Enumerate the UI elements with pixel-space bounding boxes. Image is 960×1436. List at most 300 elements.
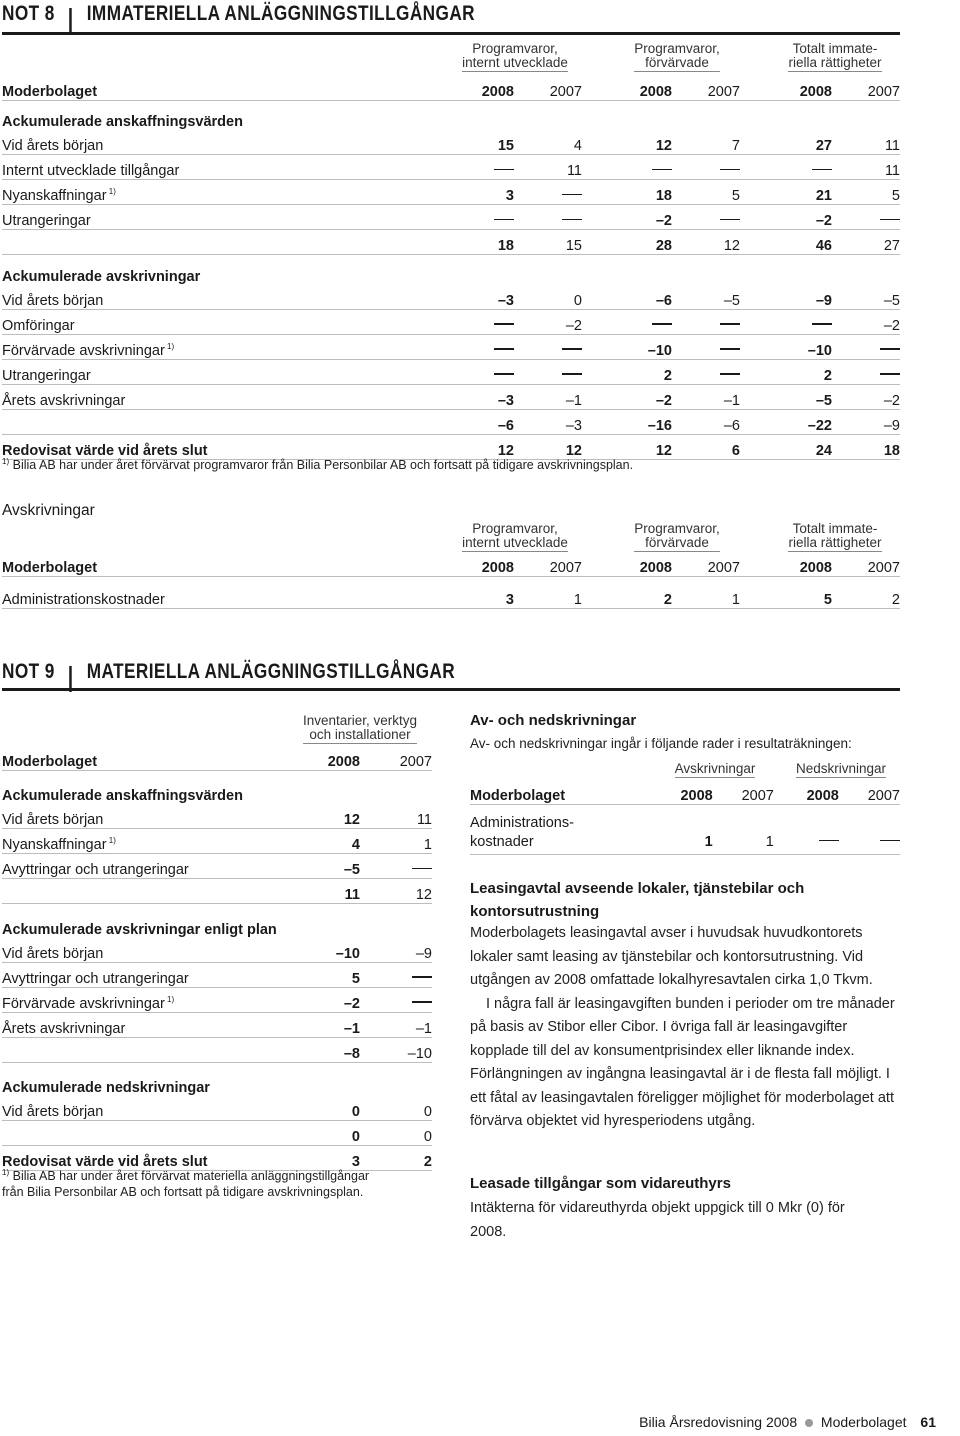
table-cell (740, 155, 832, 180)
row-label (2, 1062, 290, 1096)
empty-cell (832, 100, 900, 130)
table-cell: –2 (582, 384, 672, 409)
leasing-paragraph-2: I några fall är leasingavgiften bunden i perioder om tre månader på basis av Stibor eller Cibor. I övriga fall är leasingavgifter kopplade till del av konsumentprisindex eller liknande index. Förlängningen av ingångna leasingavtal är i de flesta fall möjligt. I ett fåtal av leasingavtalen föreligger möjlighet för moderbolaget att förvärva objektet vid hyresperiodens utgång. (470, 995, 895, 1129)
footnote-line: Bilia AB har under året förvärvat materiella anläggningstillgångar (12, 1169, 370, 1183)
table-cell: 1 (713, 805, 774, 855)
table-cell: 11 (514, 155, 582, 180)
year-header: 2008 (438, 552, 514, 577)
row-label-text: Nyanskaffningar (2, 188, 107, 204)
year-header: 2008 (648, 780, 713, 805)
entity-label: Moderbolaget (470, 780, 648, 805)
table-cell: 11 (360, 804, 432, 829)
row-label-text: Administrations- (470, 815, 574, 831)
row-label (2, 230, 438, 255)
dash-icon (819, 840, 839, 842)
row-label (2, 205, 438, 230)
table-cell (514, 180, 582, 205)
table-cell: –1 (672, 384, 740, 409)
dash-icon (412, 868, 432, 870)
leasing-body (470, 922, 900, 1134)
empty-cell (360, 1062, 432, 1096)
table-cell: –9 (832, 409, 900, 434)
table-cell (514, 359, 582, 384)
year-header: 2008 (582, 74, 672, 100)
table-cell: 6 (672, 434, 740, 459)
dash-icon (720, 348, 740, 350)
note-9-table (2, 744, 432, 1171)
row-label-text: Redovisat värde vid årets slut (2, 1154, 208, 1170)
nedskr-colgroup-2 (766, 762, 916, 778)
empty-cell (290, 904, 360, 938)
table-cell: 3 (438, 180, 514, 205)
table-row (2, 577, 900, 609)
table-cell: 18 (582, 180, 672, 205)
year-header: 2007 (514, 552, 582, 577)
row-label (2, 854, 290, 879)
table-cell (438, 309, 514, 334)
table-cell (832, 334, 900, 359)
table-row (2, 1012, 432, 1037)
footnote-ref: 1) (164, 994, 175, 1004)
row-label-text: Vid årets början (2, 1104, 104, 1120)
table-cell: 1 (648, 805, 713, 855)
table-row (2, 409, 900, 434)
table-cell: –6 (582, 285, 672, 310)
column-group-label: Totalt immate- (792, 41, 878, 56)
column-group-label: riella rättigheter (788, 535, 882, 550)
table-cell: 5 (740, 577, 832, 609)
table-cell: 4 (290, 829, 360, 854)
table-cell: –2 (832, 384, 900, 409)
table-cell: 12 (290, 804, 360, 829)
note8-colgroup-3 (760, 42, 910, 72)
table-cell: 7 (672, 130, 740, 155)
header-row (470, 780, 900, 805)
dash-icon (812, 323, 832, 325)
table-row (2, 285, 900, 310)
entity-label: Moderbolaget (2, 552, 438, 577)
row-label-text: Ackumulerade anskaffningsvärden (2, 114, 243, 130)
table-cell (672, 359, 740, 384)
dash-icon (880, 373, 900, 375)
table-cell: –3 (438, 384, 514, 409)
table-cell: 15 (514, 230, 582, 255)
table-cell: 11 (832, 130, 900, 155)
nedskr-title: Av- och nedskrivningar (470, 712, 637, 729)
column-group-label: Nedskrivningar (795, 761, 887, 776)
dash-icon (562, 373, 582, 375)
row-label-text: Administrationskostnader (2, 592, 165, 608)
year-header: 2008 (774, 780, 839, 805)
table-cell: –6 (438, 409, 514, 434)
table-cell: 1 (672, 577, 740, 609)
table-cell: 0 (290, 1096, 360, 1121)
dash-icon (494, 169, 514, 171)
dash-icon (494, 348, 514, 350)
table-cell: 3 (438, 577, 514, 609)
table-cell: –3 (438, 285, 514, 310)
table-cell (438, 334, 514, 359)
dash-icon (720, 169, 740, 171)
table-row (2, 359, 900, 384)
table-cell: 2 (582, 359, 672, 384)
table-cell (582, 155, 672, 180)
table-cell (438, 155, 514, 180)
year-header: 2007 (360, 744, 432, 770)
footer-bullet-icon (805, 1419, 813, 1427)
empty-cell (582, 100, 672, 130)
row-label (2, 409, 438, 434)
row-label (2, 1146, 290, 1171)
dash-icon (562, 219, 582, 221)
heading-divider (70, 8, 72, 34)
table-cell: 0 (360, 1121, 432, 1146)
row-label-text: Nyanskaffningar (2, 837, 107, 853)
nedskr-intro: Av- och nedskrivningar ingår i följande rader i resultaträkningen: (470, 736, 852, 751)
table-cell (672, 205, 740, 230)
leasing-title: Leasingavtal avseende lokaler, tjänstebilar och kontorsutrustning (470, 880, 805, 920)
table-cell: –2 (582, 205, 672, 230)
table-cell: –5 (672, 285, 740, 310)
leasing-paragraph-1: Moderbolagets leasingavtal avser i huvudsak huvudkontorets lokaler samt leasing av tjänstebilar och kontorsutrustning. Vid utgången av 2008 omfattade lokalhyresavtalen cirka 1,0 Tkvm. (470, 925, 873, 988)
table-cell: 4 (514, 130, 582, 155)
row-label-text: Ackumulerade anskaffningsvärden (2, 788, 243, 804)
note-8-rule (2, 32, 900, 35)
year-header: 2007 (713, 780, 774, 805)
table-row (470, 805, 900, 855)
row-label (2, 577, 438, 609)
table-cell: 12 (360, 879, 432, 904)
table-row (2, 1121, 432, 1146)
table-cell: –10 (360, 1037, 432, 1062)
avskrivningar-title: Avskrivningar (2, 502, 95, 519)
row-label-text: Omföringar (2, 317, 75, 334)
row-label (2, 155, 438, 180)
table-cell: 12 (438, 434, 514, 459)
dash-icon (494, 373, 514, 375)
table-row (2, 879, 432, 904)
note-8-title: IMMATERIELLA ANLÄGGNINGSTILLGÅNGAR (86, 2, 476, 25)
table-cell: –1 (360, 1012, 432, 1037)
footer-page: 61 (920, 1414, 936, 1430)
table-cell: 18 (438, 230, 514, 255)
column-group-label: Programvaror, (634, 521, 720, 536)
table-cell: –1 (290, 1012, 360, 1037)
note-8-table (2, 74, 900, 460)
table-cell: –6 (672, 409, 740, 434)
dash-icon (412, 976, 432, 978)
empty-cell (514, 100, 582, 130)
row-label (2, 938, 290, 963)
entity-label: Moderbolaget (2, 74, 438, 100)
empty-cell (740, 100, 832, 130)
table-row (2, 309, 900, 334)
table-cell: 3 (290, 1146, 360, 1171)
table-cell: –10 (740, 334, 832, 359)
table-cell (839, 805, 900, 855)
table-row (2, 1096, 432, 1121)
table-cell: 12 (514, 434, 582, 459)
section-row (2, 904, 432, 938)
table-row (2, 334, 900, 359)
table-cell: –2 (290, 987, 360, 1012)
row-label-text: Vid årets början (2, 945, 104, 962)
row-label (2, 987, 290, 1012)
nedskrivningar-table (470, 780, 900, 855)
year-header: 2007 (832, 552, 900, 577)
row-label (2, 770, 290, 804)
dash-icon (880, 348, 900, 350)
row-label-text: Utrangeringar (2, 213, 91, 229)
empty-cell (438, 100, 514, 130)
table-cell: 1 (514, 577, 582, 609)
footnote-mark: 1) (2, 1167, 10, 1177)
table-cell (832, 359, 900, 384)
empty-cell (290, 770, 360, 804)
row-label (2, 804, 290, 829)
table-cell: –16 (582, 409, 672, 434)
empty-cell (582, 255, 672, 285)
empty-cell (672, 100, 740, 130)
table-cell: 0 (360, 1096, 432, 1121)
header-row (2, 74, 900, 100)
footer-doc: Bilia Årsredovisning 2008 (639, 1414, 798, 1430)
column-group-label: Programvaror, (472, 41, 558, 56)
year-header: 2007 (514, 74, 582, 100)
year-header: 2007 (672, 552, 740, 577)
year-header: 2007 (832, 74, 900, 100)
row-label (2, 879, 290, 904)
year-header: 2007 (839, 780, 900, 805)
row-label (470, 805, 648, 855)
footnote-mark: 1) (2, 456, 10, 466)
table-row (2, 938, 432, 963)
empty-cell (672, 255, 740, 285)
footnote-text: Bilia AB har under året förvärvat programvaror från Bilia Personbilar AB och fortsatt på tidigare avskrivningsplan. (12, 458, 634, 472)
note-8-number: NOT 8 (2, 2, 55, 25)
note8-colgroup-2 (602, 42, 752, 72)
row-label (2, 334, 438, 359)
dash-icon (494, 323, 514, 325)
empty-cell (832, 255, 900, 285)
table-cell: 18 (832, 434, 900, 459)
table-cell: 28 (582, 230, 672, 255)
leasade-title: Leasade tillgångar som vidareuthyrs (470, 1175, 731, 1192)
table-cell (360, 854, 432, 879)
avskr-colgroup-3 (760, 522, 910, 552)
table-cell: 5 (290, 962, 360, 987)
table-cell: –5 (290, 854, 360, 879)
column-group-label: och installationer (309, 727, 411, 742)
table-cell (740, 309, 832, 334)
section-row (2, 1062, 432, 1096)
note-9-number: NOT 9 (2, 660, 55, 683)
table-row (2, 130, 900, 155)
table-cell: 24 (740, 434, 832, 459)
table-cell: 2 (740, 359, 832, 384)
row-label (2, 904, 290, 938)
year-header: 2008 (740, 74, 832, 100)
table-cell: 27 (740, 130, 832, 155)
note-8-heading (2, 2, 475, 34)
column-group-label: riella rättigheter (788, 55, 882, 70)
table-cell (672, 309, 740, 334)
table-cell (514, 205, 582, 230)
table-cell: –5 (740, 384, 832, 409)
year-header: 2008 (290, 744, 360, 770)
note8-colgroup-1 (440, 42, 590, 72)
column-group-label: internt utvecklade (462, 55, 568, 70)
row-label-text: Vid årets början (2, 812, 104, 828)
section-row (2, 100, 900, 130)
footnote-text (2, 1169, 369, 1199)
empty-cell (740, 255, 832, 285)
table-cell (774, 805, 839, 855)
table-row (2, 962, 432, 987)
empty-cell (514, 255, 582, 285)
note-9-rule (2, 688, 900, 691)
table-row (2, 155, 900, 180)
row-label (2, 255, 438, 285)
table-cell: –22 (740, 409, 832, 434)
empty-cell (360, 904, 432, 938)
row-label (2, 130, 438, 155)
table-row (2, 854, 432, 879)
empty-cell (290, 1062, 360, 1096)
footer-section: Moderbolaget (820, 1414, 907, 1430)
table-row (2, 180, 900, 205)
row-label-text: Vid årets början (2, 138, 104, 154)
dash-icon (880, 840, 900, 842)
table-row (2, 384, 900, 409)
dash-icon (412, 1001, 432, 1003)
dash-icon (652, 169, 672, 171)
note9-colgroup (290, 714, 430, 744)
dash-icon (652, 323, 672, 325)
empty-cell (360, 770, 432, 804)
table-row (2, 987, 432, 1012)
row-label-text: Årets avskrivningar (2, 392, 126, 409)
table-cell (514, 334, 582, 359)
header-row (2, 744, 432, 770)
year-header: 2008 (740, 552, 832, 577)
row-label (2, 384, 438, 409)
table-cell: 21 (740, 180, 832, 205)
table-cell (360, 962, 432, 987)
table-cell: –3 (514, 409, 582, 434)
table-cell: –9 (360, 938, 432, 963)
row-label-text: Förvärvade avskrivningar (2, 342, 165, 359)
table-cell: –9 (740, 285, 832, 310)
total-row (2, 434, 900, 459)
row-label-text: Internt utvecklade tillgångar (2, 163, 180, 179)
row-label (2, 1037, 290, 1062)
row-label (2, 359, 438, 384)
section-row (2, 770, 432, 804)
dash-icon (720, 219, 740, 221)
table-row (2, 230, 900, 255)
table-cell: –2 (832, 309, 900, 334)
column-group-label: internt utvecklade (462, 535, 568, 550)
table-row (2, 1037, 432, 1062)
column-group-label: Programvaror, (472, 521, 558, 536)
table-cell (438, 205, 514, 230)
table-cell: 11 (290, 879, 360, 904)
dash-icon (720, 373, 740, 375)
column-group-label: Inventarier, verktyg (302, 713, 418, 728)
row-label (2, 100, 438, 130)
table-row (2, 804, 432, 829)
entity-label: Moderbolaget (2, 744, 290, 770)
table-cell: 5 (672, 180, 740, 205)
header-row (2, 552, 900, 577)
row-label (2, 309, 438, 334)
note-8-footnote (2, 458, 633, 472)
table-cell: 12 (582, 130, 672, 155)
year-header: 2008 (438, 74, 514, 100)
row-label-text: Vid årets början (2, 292, 104, 309)
table-cell: 15 (438, 130, 514, 155)
note-9-title: MATERIELLA ANLÄGGNINGSTILLGÅNGAR (86, 660, 456, 683)
table-cell: –2 (740, 205, 832, 230)
table-cell (832, 205, 900, 230)
footnote-line: från Bilia Personbilar AB och fortsatt på tidigare avskrivningsplan. (2, 1185, 364, 1199)
row-label-text: Avyttringar och utrangeringar (2, 970, 189, 987)
page-footer (639, 1414, 936, 1430)
table-cell: 2 (582, 577, 672, 609)
row-label (2, 285, 438, 310)
column-group-label: Totalt immate- (792, 521, 878, 536)
table-cell: 1 (360, 829, 432, 854)
table-cell: –5 (832, 285, 900, 310)
dash-icon (494, 219, 514, 221)
table-cell: 2 (360, 1146, 432, 1171)
table-cell: –1 (514, 384, 582, 409)
table-cell: –8 (290, 1037, 360, 1062)
table-cell: 12 (582, 434, 672, 459)
table-cell (438, 359, 514, 384)
avskr-colgroup-2 (602, 522, 752, 552)
table-cell (582, 309, 672, 334)
avskrivningar-table (2, 552, 900, 609)
footnote-ref: 1) (164, 341, 175, 351)
table-cell: 12 (672, 230, 740, 255)
row-label (2, 829, 290, 854)
dash-icon (720, 323, 740, 325)
table-cell: 11 (832, 155, 900, 180)
table-cell: 5 (832, 180, 900, 205)
dash-icon (562, 348, 582, 350)
table-cell (360, 987, 432, 1012)
table-cell (672, 334, 740, 359)
row-label-text: Utrangeringar (2, 367, 91, 384)
table-cell: 46 (740, 230, 832, 255)
column-group-label: Programvaror, (634, 41, 720, 56)
table-cell: 27 (832, 230, 900, 255)
note-9-footnote (2, 1168, 369, 1200)
row-label (2, 1096, 290, 1121)
table-cell: –10 (290, 938, 360, 963)
empty-cell (438, 255, 514, 285)
row-label-text: Ackumulerade avskrivningar enligt plan (2, 921, 277, 938)
dash-icon (880, 219, 900, 221)
dash-icon (562, 194, 582, 196)
row-label-text: Årets avskrivningar (2, 1020, 126, 1037)
row-label-text: Förvärvade avskrivningar (2, 995, 165, 1012)
table-cell: –10 (582, 334, 672, 359)
row-label (2, 434, 438, 459)
row-label-text: kostnader (470, 834, 534, 850)
